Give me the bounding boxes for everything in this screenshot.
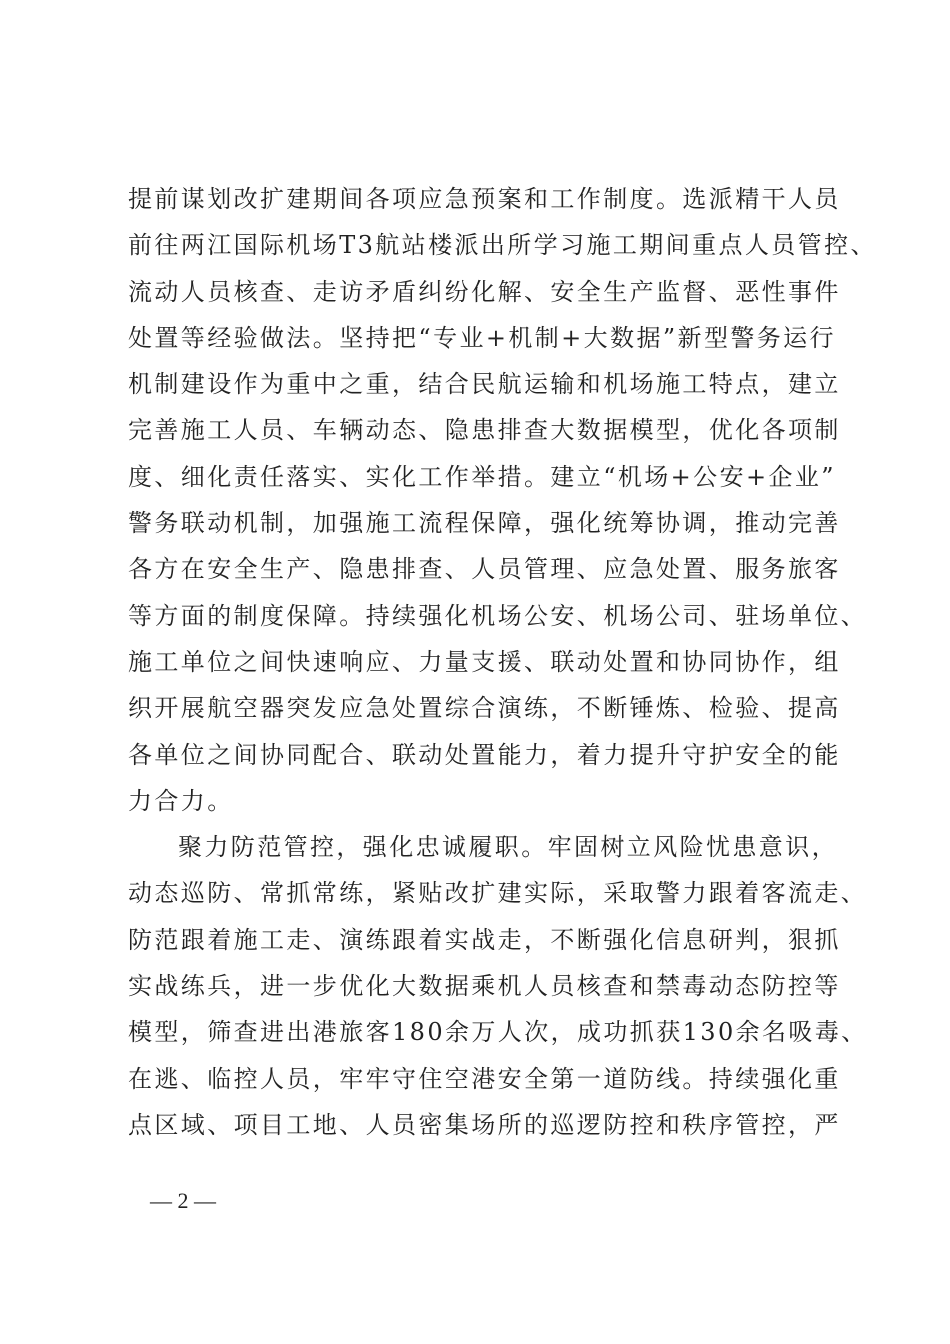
text-line: 点区域、项目工地、人员密集场所的巡逻防控和秩序管控，严 bbox=[128, 1110, 841, 1139]
text-line: 机制建设作为重中之重，结合民航运输和机场施工特点，建立 bbox=[128, 370, 841, 399]
text-line: 动态巡防、常抓常练，紧贴改扩建实际，采取警力跟着客流走、 bbox=[128, 879, 868, 908]
text-line: 前往两江国际机场T3航站楼派出所学习施工期间重点人员管控、 bbox=[128, 231, 877, 260]
text-line: 流动人员核查、走访矛盾纠纷化解、安全生产监督、恶性事件 bbox=[128, 277, 841, 306]
text-line: 各单位之间协同配合、联动处置能力，着力提升守护安全的能 bbox=[128, 740, 841, 769]
text-line: 在逃、临控人员，牢牢守住空港安全第一道防线。持续强化重 bbox=[128, 1064, 841, 1093]
text-line: 力合力。 bbox=[128, 786, 234, 815]
text-line: 度、细化责任落实、实化工作举措。建立“机场+公安+企业” bbox=[128, 462, 836, 491]
text-line: 施工单位之间快速响应、力量支援、联动处置和协同协作，组 bbox=[128, 647, 841, 676]
text-line: 完善施工人员、车辆动态、隐患排查大数据模型，优化各项制 bbox=[128, 416, 841, 445]
text-line: 织开展航空器突发应急处置综合演练，不断锤炼、检验、提高 bbox=[128, 694, 841, 723]
text-line: 警务联动机制，加强施工流程保障，强化统筹协调，推动完善 bbox=[128, 509, 841, 538]
text-line: 处置等经验做法。坚持把“专业+机制+大数据”新型警务运行 bbox=[128, 323, 836, 352]
text-line: 等方面的制度保障。持续强化机场公安、机场公司、驻场单位、 bbox=[128, 601, 868, 630]
document-body bbox=[128, 176, 877, 1148]
text-line: 模型，筛查进出港旅客180余万人次，成功抓获130余名吸毒、 bbox=[128, 1018, 868, 1047]
paragraph-start-line: 聚力防范管控，强化忠诚履职。牢固树立风险忧患意识， bbox=[178, 833, 838, 862]
page-number: — 2 — bbox=[150, 1188, 216, 1213]
text-line: 提前谋划改扩建期间各项应急预案和工作制度。选派精干人员 bbox=[128, 185, 841, 213]
text-line: 实战练兵，进一步优化大数据乘机人员核查和禁毒动态防控等 bbox=[128, 972, 841, 1001]
text-line: 防范跟着施工走、演练跟着实战走，不断强化信息研判，狠抓 bbox=[128, 925, 841, 954]
text-line: 各方在安全生产、隐患排查、人员管理、应急处置、服务旅客 bbox=[128, 555, 841, 584]
